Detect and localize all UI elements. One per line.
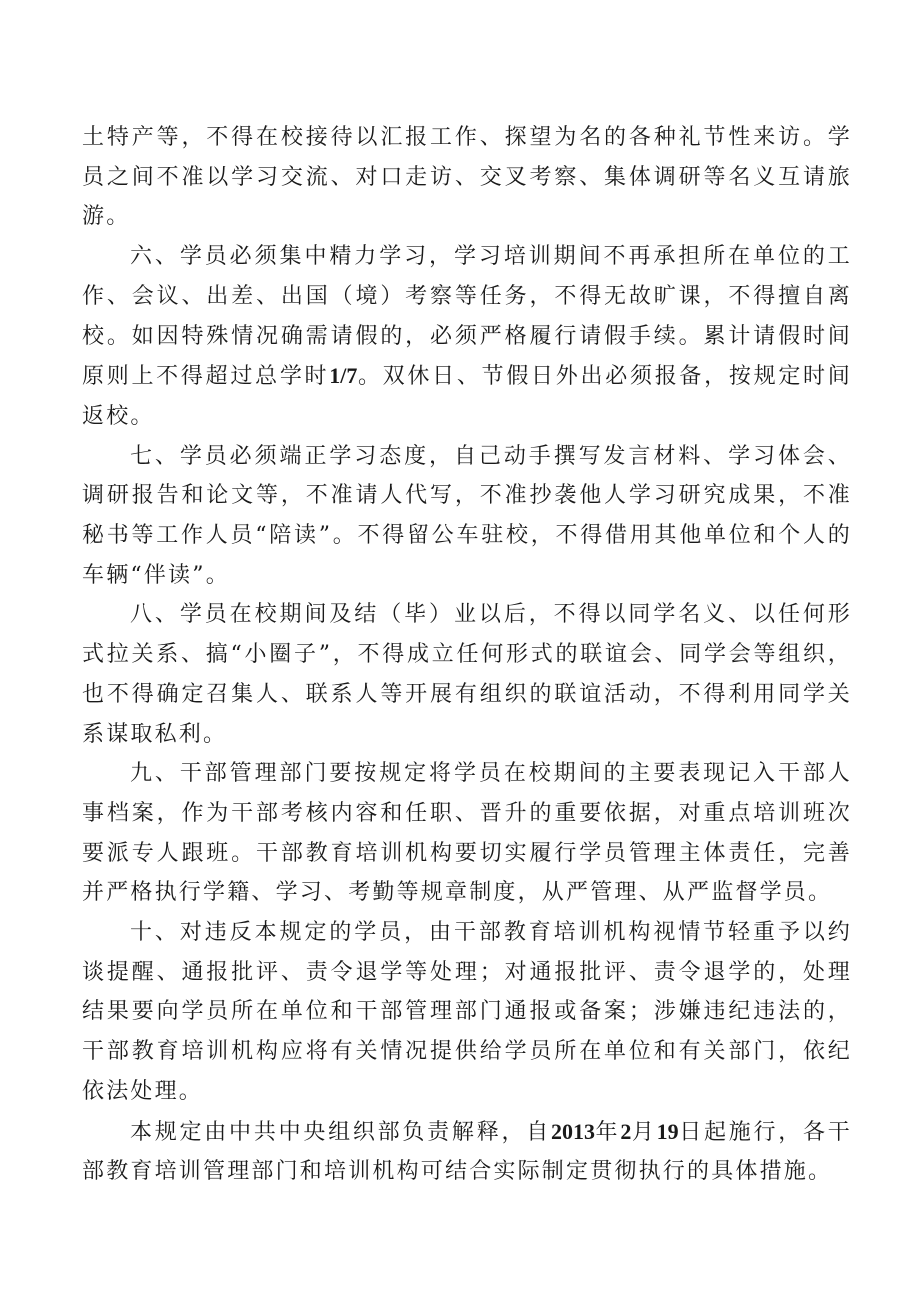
document-body [82, 118, 852, 1192]
paragraph-text: 六、学员必须集中精力学习，学习培训期间不再承担所在单位的工作、会议、出差、出国（境）考察等任务，不得无故旷课，不得擅自离校。如因特殊情况确需请假的，必须严格履行请假手续。累计请假时间原则上不得超过总学时 [82, 244, 852, 390]
paragraph-text: 土特产等，不得在校接待以汇报工作、探望为名的各种礼节性来访。学员之间不准以学习交流、对口走访、交叉考察、集体调研等名义互请旅游。 [82, 125, 852, 230]
year-number: 2013 [550, 1118, 595, 1144]
paragraph-effective-date [82, 1112, 852, 1192]
day-number: 19 [656, 1118, 679, 1144]
paragraph-article-6 [82, 237, 852, 437]
paragraph-text: 九、干部管理部门要按规定将学员在校期间的主要表现记入干部人事档案，作为干部考核内容和任职、晋升的重要依据，对重点培训班次要派专人跟班。干部教育培训机构要切实履行学员管理主体责任，完善并严格执行学籍、学习、考勤等规章制度，从严管理、从严监督学员。 [82, 761, 852, 906]
paragraph-number: 1/7 [329, 363, 358, 389]
paragraph-article-8 [82, 595, 852, 754]
paragraph-text: 日起施行，各干部教育培训管理部门和培训机构可结合实际制定贯彻执行的具体措施。 [82, 1119, 852, 1185]
month-number: 2 [620, 1118, 632, 1144]
paragraph-article-10 [82, 913, 852, 1112]
paragraph-text: 。双休日、节假日外出必须报备，按规定时间返校。 [82, 364, 852, 429]
paragraph-continued [82, 118, 852, 237]
paragraph-text: 月 [631, 1119, 657, 1145]
paragraph-text: 十、对违反本规定的学员，由干部教育培训机构视情节轻重予以约谈提醒、通报批评、责令退学等处理；对通报批评、责令退学的，处理结果要向学员所在单位和干部管理部门通报或备案；涉嫌违纪违法的，干部教育培训机构应将有关情况提供给学员所在单位和有关部门，依纪依法处理。 [82, 920, 852, 1104]
paragraph-article-9 [82, 754, 852, 913]
paragraph-text: 本规定由中共中央组织部负责解释，自 [130, 1119, 551, 1145]
paragraph-text: 年 [594, 1119, 621, 1145]
paragraph-text: 七、学员必须端正学习态度，自己动手撰写发言材料、学习体会、调研报告和论文等，不准请人代写，不准抄袭他人学习研究成果，不准秘书等工作人员“陪读”。不得留公车驻校，不得借用其他单位和个人的车辆“伴读”。 [82, 443, 852, 588]
paragraph-text: 八、学员在校期间及结（毕）业以后，不得以同学名义、以任何形式拉关系、搞“小圈子”，不得成立任何形式的联谊会、同学会等组织，也不得确定召集人、联系人等开展有组织的联谊活动，不得利用同学关系谋取私利。 [82, 602, 852, 747]
paragraph-article-7 [82, 437, 852, 596]
